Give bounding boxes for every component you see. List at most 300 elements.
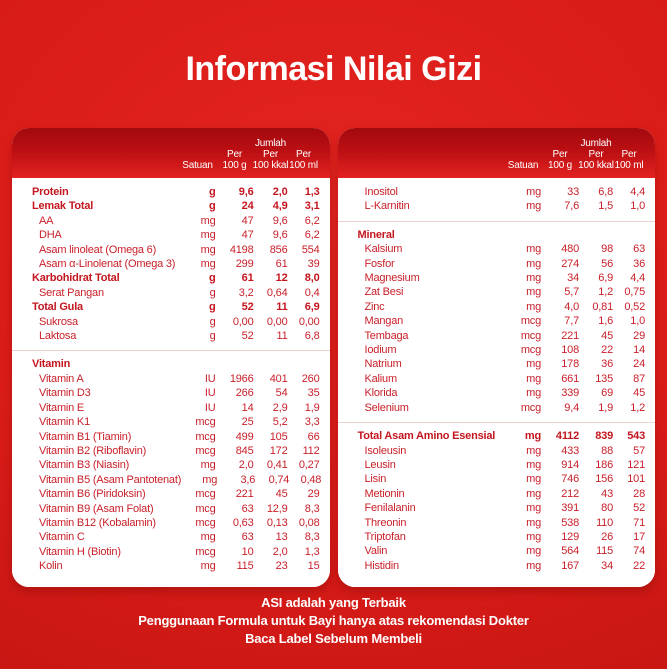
row-label: Vitamin B3 (Niasin) [39,459,130,472]
row-value-per100g: 3,2 [238,286,254,299]
row-value-per100kkal: 88 [601,444,613,457]
row-value-per100ml: 1,3 [304,186,320,198]
row-label: Triptofan [364,530,406,543]
table-row [358,242,646,256]
row-label: Serat Pangan [39,286,104,299]
row-value-per100kkal: 1,9 [598,401,613,414]
row-label: Histidin [364,559,399,572]
per-label: Per [621,149,637,160]
table-row [32,473,320,487]
row-value-per100g: 0,00 [232,315,254,328]
row-unit [505,228,541,242]
row-value-per100ml: 66 [307,430,320,443]
row-label: Vitamin B9 (Asam Folat) [39,502,154,515]
row-value-per100g: 7,7 [564,315,579,328]
table-row [32,516,320,530]
section-divider [338,422,656,423]
column-satuan-label: Satuan [507,160,539,171]
table-row [358,559,646,573]
row-value-per100ml: 6,9 [304,301,320,314]
row-label: Threonin [364,516,407,529]
row-value-per100kkal: 9,6 [272,229,288,242]
row-label: Selenium [364,401,409,414]
table-row [358,185,646,199]
row-value-per100g: 212 [561,487,579,500]
row-value-per100ml: 0,27 [298,459,320,472]
row-unit: mg [200,459,216,472]
row-unit [180,357,216,371]
table-row [32,401,320,415]
row-unit: mcg [520,315,541,328]
row-label: Kolin [39,560,63,573]
row-value-per100kkal: 54 [275,387,288,400]
column-satuan [505,160,541,171]
row-value-per100g: 221 [561,329,579,342]
row-value-per100ml: 74 [633,545,645,558]
row-label: Fenilalanin [364,502,416,515]
row-label: Vitamin H (Biotin) [39,545,121,558]
table-row [32,228,320,242]
per-100g-label: 100 g [222,160,247,171]
row-value-per100g: 129 [561,530,579,543]
row-value-per100g: 47 [241,214,254,227]
row-value-per100g: 9,6 [238,186,254,198]
row-value-per100g: 52 [241,301,254,314]
row-value-per100ml: 8,3 [304,502,320,515]
row-label: Vitamin B6 (Piridoksin) [39,488,146,501]
row-unit: g [208,272,216,285]
row-label: Vitamin [32,358,71,371]
row-unit: mcg [195,430,216,443]
per-100ml-label: 100 ml [289,160,318,171]
row-value-per100kkal: 80 [601,502,613,515]
table-row [358,444,646,458]
row-value-per100kkal: 34 [601,559,613,572]
row-value-per100ml: 57 [633,444,645,457]
row-value-per100ml: 0,75 [624,286,645,299]
row-value-per100ml: 0,4 [304,286,320,299]
row-value-per100kkal: 0,00 [266,315,288,328]
table-body-right [338,178,656,587]
row-value-per100ml: 112 [302,444,320,457]
row-value-per100ml: 4,4 [630,186,645,198]
row-value-per100kkal: 2,0 [272,186,288,198]
row-unit: mcg [520,401,541,414]
row-label: Sukrosa [39,315,78,328]
jumlah-label: Jumlah [580,138,612,149]
row-value-per100ml: 6,8 [304,330,320,343]
row-value-per100g: 61 [241,272,254,285]
row-label: Klorida [364,387,398,400]
row-value-per100kkal: 186 [595,458,613,471]
table-row [358,429,646,443]
row-label: Protein [32,186,69,198]
row-value-per100g: 108 [561,344,579,357]
table-row [32,545,320,559]
row-value-per100kkal: 22 [601,344,613,357]
row-value-per100kkal: 839 [595,430,613,443]
jumlah-label: Jumlah [254,138,287,149]
row-value-per100kkal: 135 [595,372,613,385]
row-unit: mg [200,214,216,227]
row-value-per100g: 274 [561,257,579,270]
row-unit: mg [526,372,541,385]
table-row [32,257,320,271]
row-value-per100kkal: 2,0 [272,545,288,558]
row-unit: mg [526,487,541,500]
row-unit: mg [526,444,541,457]
row-value-per100ml: 29 [633,329,645,342]
row-value-per100ml: 29 [307,488,320,501]
row-value-per100g: 63 [241,502,254,515]
row-value-per100g: 299 [235,258,254,271]
table-row [358,271,646,285]
row-label: Leusin [364,458,396,471]
table-row [358,487,646,501]
per-label: Per [588,149,604,160]
table-row [32,530,320,544]
table-row [32,444,320,458]
row-unit: IU [204,372,216,385]
panel-left [12,128,330,587]
table-row [358,501,646,515]
row-label: Vitamin E [39,401,85,414]
row-label: Valin [364,545,388,558]
row-value-per100ml [288,357,320,371]
table-row [32,502,320,516]
row-value-per100ml: 260 [301,372,320,385]
row-value-per100ml: 4,4 [630,272,645,285]
row-label: Vitamin D3 [39,387,91,400]
column-per-100kkal [579,138,613,171]
row-value-per100g: 433 [561,444,579,457]
table-row [32,243,320,257]
row-value-per100kkal: 13 [275,531,288,544]
row-value-per100kkal: 1,6 [598,315,613,328]
row-value-per100ml: 28 [633,487,645,500]
row-label: DHA [39,229,62,242]
per-label: Per [296,149,311,160]
row-value-per100kkal: 105 [269,430,288,443]
row-value-per100g: 4,0 [564,300,579,313]
row-value-per100g: 914 [561,458,579,471]
row-value-per100kkal: 0,41 [266,459,288,472]
row-value-per100ml: 0,00 [298,315,320,328]
row-value-per100ml: 6,2 [304,214,320,227]
row-value-per100g: 47 [241,229,254,242]
row-unit: mg [200,560,216,573]
row-value-per100kkal [254,357,288,371]
row-label: Karbohidrat Total [32,272,120,285]
row-value-per100kkal: 0,64 [266,286,288,299]
row-unit: mg [526,286,541,299]
row-unit: g [209,315,216,328]
row-value-per100ml: 71 [633,516,645,529]
row-value-per100g: 33 [567,186,579,198]
row-value-per100g [541,228,579,242]
column-per-100ml [288,149,320,171]
row-value-per100ml: 87 [633,372,645,385]
table-row [358,386,646,400]
row-unit: g [209,330,216,343]
row-value-per100kkal: 56 [601,257,613,270]
column-per-100kkal [254,138,288,171]
row-unit: mg [200,243,216,256]
row-unit: mg [200,229,216,242]
table-row [32,559,320,573]
row-value-per100ml: 39 [307,258,320,271]
table-row [358,228,646,242]
row-label: Vitamin C [39,531,85,544]
row-unit: mcg [195,502,216,515]
row-value-per100kkal: 9,6 [272,214,288,227]
row-unit: mcg [520,344,541,357]
row-value-per100g [216,357,254,371]
row-value-per100g: 499 [235,430,254,443]
row-value-per100g: 339 [561,387,579,400]
row-label: Total Gula [32,301,83,314]
row-label: Vitamin B12 (Kobalamin) [39,516,156,529]
row-unit: mg [526,502,541,515]
row-label: Mangan [364,315,404,328]
page-title: Informasi Nilai Gizi [185,50,482,88]
row-unit: mg [526,272,541,285]
row-value-per100ml: 24 [633,358,645,371]
row-value-per100g: 266 [235,387,254,400]
per-label: Per [263,149,278,160]
row-label: Iodium [364,344,397,357]
row-unit: mg [526,458,541,471]
row-label: Isoleusin [364,444,407,457]
row-label: Vitamin B2 (Riboflavin) [39,444,147,457]
row-value-per100g: 10 [241,545,254,558]
table-row [32,458,320,472]
row-value-per100g: 538 [561,516,579,529]
row-value-per100ml: 1,9 [304,401,320,414]
row-value-per100g: 14 [241,401,254,414]
row-label: Fosfor [364,257,395,270]
row-value-per100ml: 121 [627,458,645,471]
per-100kkal-label: 100 kkal [578,160,614,171]
row-value-per100ml: 36 [633,257,645,270]
table-row [358,458,646,472]
row-label: Mineral [357,228,395,241]
row-value-per100ml: 63 [633,243,645,256]
row-label: Laktosa [39,330,77,343]
row-value-per100g: 178 [561,358,579,371]
row-unit: mcg [195,488,216,501]
row-unit: mg [526,387,541,400]
row-label: Inositol [364,186,398,198]
table-row [358,516,646,530]
per-label: Per [227,149,242,160]
row-label: Asam α-Linolenat (Omega 3) [39,258,176,271]
column-satuan-label: Satuan [182,160,213,171]
row-value-per100kkal: 172 [269,444,288,457]
row-label: Zinc [364,300,385,313]
table-row [32,300,320,314]
row-unit: mg [526,243,541,256]
row-unit: mg [202,473,218,486]
row-value-per100kkal: 23 [275,560,288,573]
row-value-per100ml [613,228,645,242]
row-value-per100g: 25 [241,416,254,429]
row-value-per100ml: 17 [633,530,645,543]
row-value-per100kkal: 110 [596,516,613,529]
table-row [358,343,646,357]
panels-container [12,128,655,587]
row-unit: mg [526,200,541,213]
row-value-per100kkal: 4,9 [272,200,288,213]
row-unit: mg [526,545,541,558]
row-value-per100kkal: 5,2 [272,416,288,429]
table-row [32,199,320,213]
column-per-100g [216,149,254,171]
row-value-per100kkal: 0,13 [266,516,288,529]
row-value-per100kkal: 36 [601,358,613,371]
table-row [32,386,320,400]
row-value-per100ml: 0,48 [300,473,322,486]
row-unit: g [208,200,216,213]
table-row [32,415,320,429]
table-row [358,257,646,271]
table-row [32,315,320,329]
row-label: Vitamin K1 [39,416,90,429]
row-label: Vitamin A [39,372,84,385]
row-value-per100ml: 543 [627,430,645,443]
table-row [358,357,646,371]
row-label: Zat Besi [364,286,404,299]
table-row [32,286,320,300]
row-label: Asam linoleat (Omega 6) [39,243,157,256]
footer-line-1: ASI adalah yang Terbaik [261,595,406,610]
table-row [358,329,646,343]
row-value-per100ml: 14 [633,344,645,357]
row-unit: g [208,186,216,198]
per-label: Per [552,149,568,160]
row-value-per100ml: 35 [307,387,320,400]
row-value-per100g: 4198 [229,243,254,256]
row-value-per100g: 564 [561,545,579,558]
row-value-per100g: 115 [236,560,254,573]
table-row [358,372,646,386]
table-row [32,185,320,199]
row-unit: IU [204,401,216,414]
row-label: Natrium [364,358,402,371]
table-row [358,285,646,299]
section-divider [12,350,330,351]
table-row [32,430,320,444]
row-value-per100ml: 6,2 [304,229,320,242]
table-row [358,544,646,558]
row-label: Tembaga [364,329,409,342]
row-value-per100kkal: 856 [269,243,288,256]
row-label: Magnesium [364,272,420,285]
table-row [32,329,320,343]
row-value-per100ml: 1,3 [304,545,320,558]
row-value-per100kkal: 6,9 [598,272,613,285]
row-value-per100ml: 1,0 [630,315,645,328]
table-row [358,472,646,486]
row-value-per100ml: 1,2 [630,401,645,414]
row-value-per100g: 1966 [229,372,254,385]
panel-right [338,128,656,587]
row-value-per100kkal: 1,5 [598,200,613,213]
row-value-per100ml: 8,3 [304,531,320,544]
row-label: Total Asam Amino Esensial [357,430,496,443]
row-value-per100ml: 45 [633,387,645,400]
row-value-per100g: 9,4 [564,401,579,414]
row-label: Metionin [364,487,405,500]
row-unit: mcg [195,516,216,529]
row-value-per100g: 391 [561,502,579,515]
row-label: Vitamin B1 (Tiamin) [39,430,132,443]
table-row [358,199,646,213]
row-value-per100g: 2,0 [238,459,254,472]
row-unit: mcg [195,444,216,457]
row-value-per100kkal: 69 [601,387,613,400]
row-value-per100g: 7,6 [564,200,579,213]
row-value-per100ml: 0,52 [624,300,645,313]
row-value-per100kkal: 6,8 [598,186,613,198]
row-unit: mg [524,430,541,443]
row-value-per100kkal: 401 [269,372,288,385]
row-value-per100kkal: 0,81 [592,300,613,313]
row-value-per100ml: 15 [307,560,320,573]
row-value-per100ml: 554 [301,243,320,256]
row-unit: mg [526,358,541,371]
row-value-per100g: 0,63 [232,516,254,529]
column-satuan [180,160,216,171]
row-label: Kalium [364,372,397,385]
table-row [32,214,320,228]
row-value-per100kkal: 61 [275,258,288,271]
row-value-per100kkal: 1,2 [598,286,613,299]
row-value-per100kkal: 12 [275,272,288,285]
row-label: Kalsium [364,243,403,256]
row-label: Lemak Total [32,200,94,213]
row-value-per100g: 4112 [555,430,579,443]
column-per-100g [541,149,579,171]
table-row [358,300,646,314]
row-value-per100g: 221 [235,488,254,501]
row-unit: mcg [195,545,216,558]
table-body-left [12,178,330,587]
row-unit: mg [526,257,541,270]
row-value-per100g: 52 [241,330,254,343]
row-value-per100kkal: 11 [276,330,288,343]
row-value-per100kkal: 12,9 [266,502,288,515]
footer-disclaimer [0,594,667,648]
footer-line-2: Penggunaan Formula untuk Bayi hanya atas rekomendasi Dokter [138,613,529,628]
row-unit: mg [200,258,216,271]
row-value-per100g: 746 [561,473,579,486]
table-row [32,487,320,501]
per-100kkal-label: 100 kkal [252,160,289,171]
row-value-per100kkal: 0,74 [268,473,290,486]
row-value-per100g: 167 [561,559,579,572]
row-value-per100kkal: 45 [275,488,288,501]
row-value-per100g: 661 [561,372,579,385]
section-divider [338,221,656,222]
table-header-right [338,128,656,178]
row-unit: mg [526,186,541,198]
row-value-per100g: 845 [235,444,254,457]
table-row [32,372,320,386]
per-100ml-label: 100 ml [614,160,644,171]
row-value-per100g: 34 [567,272,579,285]
table-row [358,401,646,415]
